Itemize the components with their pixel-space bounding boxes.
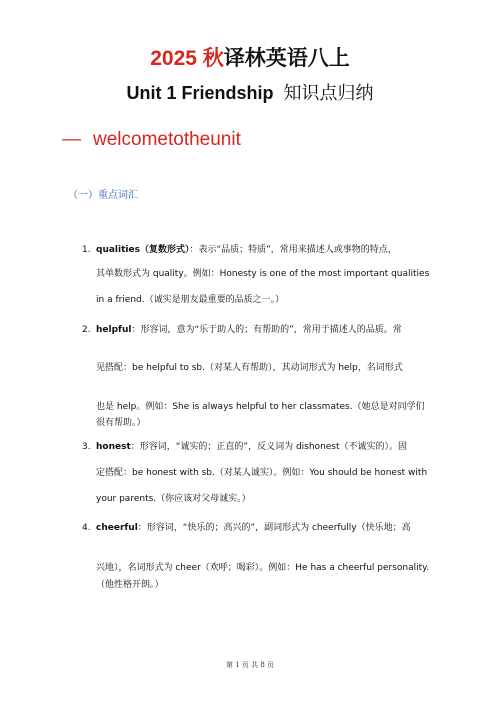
item-keyword: cheerful xyxy=(96,523,138,533)
item-text: 定搭配：be honest with sb.（对某人诚实）。例如：You should be honest with xyxy=(96,468,428,478)
item-keyword: helpful xyxy=(96,325,132,335)
document-subtitle xyxy=(0,82,500,104)
section-heading xyxy=(62,128,241,152)
item-text: （他性格开朗。） xyxy=(96,580,164,590)
subtitle-topic: 知识点归纳 xyxy=(283,83,374,103)
item-text: 也是 help。例如：She is always helpful to her classmates.（她总是对同学们 xyxy=(96,402,425,412)
item-text: 见搭配：be helpful to sb.（对某人有帮助），其动词形式为 help，名词形式 xyxy=(96,363,403,373)
item-number: 1. xyxy=(82,245,91,255)
section-title: welcometotheunit xyxy=(93,129,241,150)
item-number: 2. xyxy=(82,325,91,335)
item-text: 兴地），名词形式为 cheer（欢呼；喝彩）。例如：He has a cheerful personality. xyxy=(96,563,430,573)
item-number: 3. xyxy=(82,442,91,452)
page-footer: 第 1 页 共 8 页 xyxy=(225,661,275,669)
document-title xyxy=(0,46,500,72)
section-dash: — xyxy=(62,129,81,150)
title-course: 译林英语八上 xyxy=(223,47,350,70)
item-text: your parents.（你应该对父母诚实。） xyxy=(96,494,251,504)
subsection-heading: （一）重点词汇 xyxy=(68,190,138,201)
item-text: 其单数形式为 quality。例如：Honesty is one of the most important qualities xyxy=(96,269,430,279)
item-text: ：形容词，意为“乐于助人的；有帮助的”，常用于描述人的品质。常 xyxy=(131,325,402,335)
item-text: 很有帮助。） xyxy=(96,418,146,428)
item-text: ：表示“品质；特质”，常用来描述人或事物的特点， xyxy=(189,245,397,255)
subtitle-unit: Unit 1 Friendship xyxy=(126,83,274,103)
item-text: ：形容词，“快乐的；高兴的”，副词形式为 cheerfully（快乐地；高 xyxy=(137,523,411,533)
item-keyword: honest xyxy=(96,442,131,452)
item-text: ：形容词，“诚实的；正直的”，反义词为 dishonest（不诚实的）。固 xyxy=(130,442,408,452)
item-number: 4. xyxy=(82,523,91,533)
item-text: in a friend.（诚实是朋友最重要的品质之一。） xyxy=(96,295,285,305)
title-year-season: 2025 秋 xyxy=(150,47,224,70)
item-keyword: qualities（复数形式） xyxy=(96,245,190,255)
